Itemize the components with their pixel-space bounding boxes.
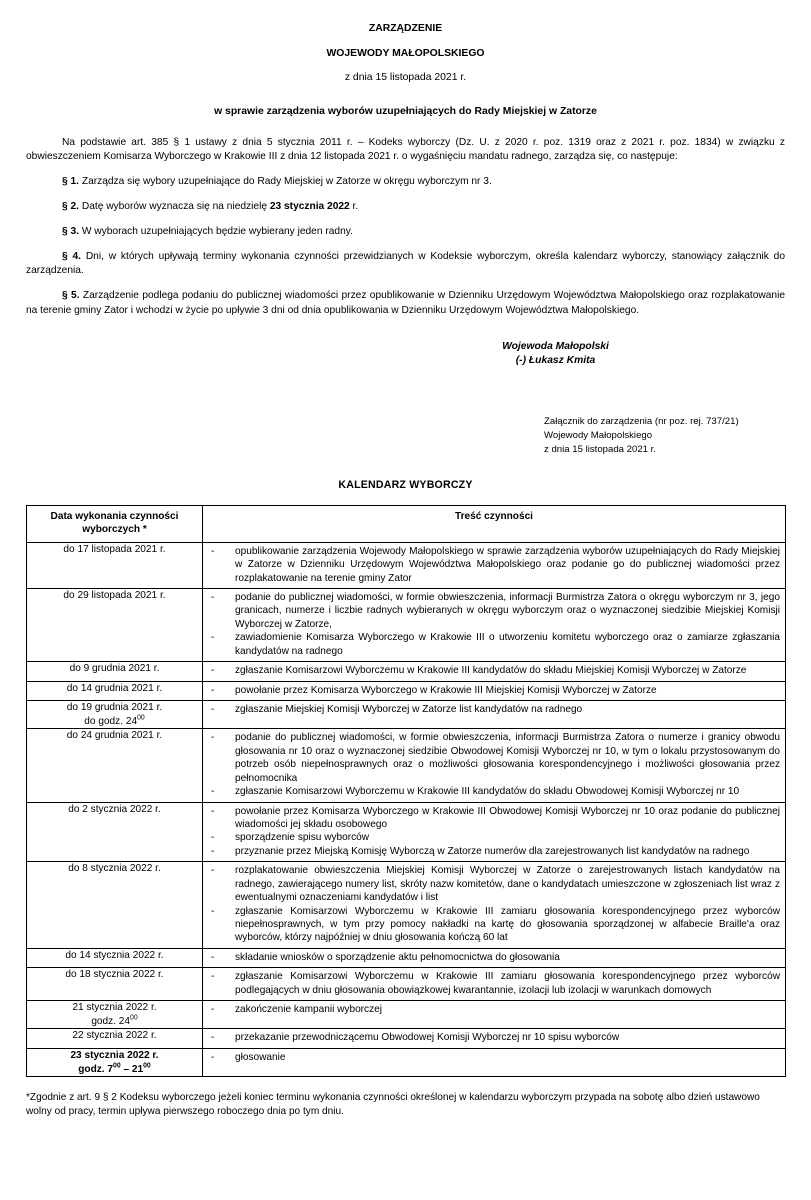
cell-deadline-date: do 24 grudnia 2021 r.: [27, 729, 203, 802]
table-row: [27, 542, 786, 588]
cell-activity-description: [203, 1048, 786, 1076]
list-item: [203, 951, 780, 964]
activity-text: zawiadomienie Komisarza Wyborczego w Krakowie III o utworzeniu komitetu wyborczego oraz o zamiarze zgłaszania kandydatów na radnego: [235, 632, 780, 657]
list-item: [203, 631, 780, 658]
activity-list: [203, 803, 785, 862]
bullet-dash-icon: -: [211, 732, 215, 744]
cell-deadline-date: do 19 grudnia 2021 r. do godz. $24^{00}$: [27, 701, 203, 729]
list-item: [203, 1031, 780, 1044]
activity-list: [203, 589, 785, 661]
table-row: [27, 1048, 786, 1076]
table-row: [27, 729, 786, 802]
section-1-marker: § 1.: [62, 176, 79, 188]
activity-text: zgłaszanie Miejskiej Komisji Wyborczej w Zatorze list kandydatów na radnego: [235, 704, 583, 716]
bullet-dash-icon: -: [211, 845, 215, 857]
section-2: [26, 200, 785, 214]
list-item: [203, 684, 780, 697]
calendar-title: KALENDARZ WYBORCZY: [338, 478, 473, 491]
cell-deadline-date: 22 stycznia 2022 r.: [27, 1029, 203, 1048]
section-4-text: Dni, w których upływają terminy wykonania czynności przewidzianych w Kodeksie wyborczym, określa kalendarz wyborczy, stanowiący załącznik do zarządzenia.: [26, 251, 785, 277]
list-item: [203, 831, 780, 844]
table-body: [27, 542, 786, 1077]
bullet-dash-icon: -: [211, 1051, 215, 1063]
cell-deadline-date: do 8 stycznia 2022 r.: [27, 862, 203, 949]
section-1: [26, 175, 785, 189]
cell-activity-description: [203, 681, 786, 700]
table-row: [27, 701, 786, 729]
bullet-dash-icon: -: [211, 1004, 215, 1016]
activity-text: zakończenie kampanii wyborczej: [235, 1004, 382, 1016]
activity-list: [203, 1001, 785, 1019]
cell-activity-description: [203, 729, 786, 802]
cell-activity-description: [203, 802, 786, 862]
list-item: [203, 970, 780, 997]
cell-activity-description: [203, 662, 786, 681]
section-3: [26, 225, 785, 239]
list-item: [203, 731, 780, 785]
list-item: [203, 703, 780, 716]
activity-text: powołanie przez Komisarza Wyborczego w Krakowie III Miejskiej Komisji Wyborczej w Zatorze: [235, 684, 657, 696]
cell-deadline-date: do 14 stycznia 2022 r.: [27, 948, 203, 967]
section-5-marker: § 5.: [62, 290, 80, 302]
issue-date: z dnia 15 listopada 2021 r.: [344, 72, 467, 84]
signature-title: Wojewoda Małopolski: [502, 340, 609, 352]
table-row: [27, 589, 786, 662]
list-item: [203, 905, 780, 945]
column-header-content: Treść czynności: [203, 505, 786, 542]
section-1-text: Zarządza się wybory uzupełniające do Rady Miejskiej w Zatorze w okręgu wyborczym nr 3.: [81, 176, 492, 188]
section-2-election-date: 23 stycznia 2022: [269, 201, 350, 213]
section-2-marker: § 2.: [62, 201, 79, 213]
activity-list: [203, 862, 785, 948]
table-row: [27, 862, 786, 949]
list-item: [203, 545, 780, 585]
bullet-dash-icon: -: [211, 971, 215, 983]
attachment-ref-line-2: Wojewody Małopolskiego: [544, 429, 653, 441]
activity-list: [203, 701, 785, 719]
bullet-dash-icon: -: [211, 704, 215, 716]
activity-list: [203, 949, 785, 967]
bullet-dash-icon: -: [211, 592, 215, 604]
table-row: [27, 662, 786, 681]
bullet-dash-icon: -: [211, 1032, 215, 1044]
bullet-dash-icon: -: [211, 951, 215, 963]
section-2-text-before: Datę wyborów wyznacza się na niedzielę: [81, 201, 270, 213]
list-item: [203, 1051, 780, 1064]
activity-text: przyznanie przez Miejską Komisję Wyborczą w Zatorze numerów dla zarejestrowanych list kandydatów na radnego: [235, 845, 750, 857]
section-2-text-after: r.: [349, 201, 359, 213]
signature-name: (-) Łukasz Kmita: [515, 355, 596, 367]
bullet-dash-icon: -: [211, 832, 215, 844]
activity-list: [203, 682, 785, 700]
cell-deadline-date: do 9 grudnia 2021 r.: [27, 662, 203, 681]
section-5: [26, 289, 785, 317]
bullet-dash-icon: -: [211, 805, 215, 817]
cell-activity-description: [203, 862, 786, 949]
cell-activity-description: [203, 968, 786, 1001]
activity-text: zgłaszanie Komisarzowi Wyborczemu w Krakowie III kandydatów do składu Obwodowej Komisji Wyborczej nr 10: [235, 786, 740, 798]
activity-text: podanie do publicznej wiadomości, w formie obwieszczenia, informacji Burmistrza Zatora o numerze i granicy obwodu głosowania nr 10 oraz o wyznaczonej siedzibie Obwodowej Komisji Wyborczej nr 10, w tym o lokalu przystosowanym do potrzeb osób niepełnosprawnych oraz o możliwości głosowania korespondencyjnego i możliwości głosowania przez pełnomocnika: [235, 732, 780, 784]
cell-activity-description: [203, 589, 786, 662]
table-row: [27, 968, 786, 1001]
table-row: [27, 948, 786, 967]
cell-activity-description: [203, 1029, 786, 1048]
table-row: [27, 681, 786, 700]
list-item: [203, 845, 780, 858]
activity-list: [203, 1029, 785, 1047]
cell-deadline-date: do 29 listopada 2021 r.: [27, 589, 203, 662]
cell-activity-description: [203, 1001, 786, 1029]
bullet-dash-icon: -: [211, 865, 215, 877]
cell-deadline-date: do 2 stycznia 2022 r.: [27, 802, 203, 862]
cell-deadline-date: do 14 grudnia 2021 r.: [27, 681, 203, 700]
attachment-reference: [26, 415, 785, 457]
activity-text: opublikowanie zarządzenia Wojewody Małopolskiego w sprawie zarządzenia wyborów uzupełniających do Rady Miejskiej w Zatorze w Dzienniku Urzędowym Województwa Małopolskiego oraz podanie go do publicznej wiadomości przez rozplakatowanie na terenie gminy Zator: [235, 545, 780, 584]
signature-block: [26, 340, 785, 369]
cell-activity-description: [203, 701, 786, 729]
section-5-text: Zarządzenie podlega podaniu do publicznej wiadomości przez opublikowanie w Dzienniku Urzędowym Województwa Małopolskiego oraz rozplakatowanie na terenie gminy Zator i wchodzi w życie po upływie 3 dni od dnia opublikowania w Dzienniku Urzędowym Województwa Małopolskiego.: [26, 290, 785, 316]
section-4: [26, 250, 785, 278]
bullet-dash-icon: -: [211, 684, 215, 696]
table-row: [27, 802, 786, 862]
activity-list: [203, 1049, 785, 1067]
section-3-text: W wyborach uzupełniających będzie wybierany jeden radny.: [81, 226, 353, 238]
issuing-authority: WOJEWODY MAŁOPOLSKIEGO: [326, 47, 485, 59]
cell-deadline-date: 23 stycznia 2022 r. godz. $7^{00} - 21^{00}$: [27, 1048, 203, 1076]
section-4-marker: § 4.: [62, 251, 81, 263]
activity-text: zgłaszanie Komisarzowi Wyborczemu w Krakowie III kandydatów do składu Miejskiej Komisji Wyborczej w Zatorze: [235, 665, 747, 677]
activity-text: podanie do publicznej wiadomości, w formie obwieszczenia, informacji Burmistrza Zatora o okręgu wyborczym nr 3, jego granicach, numerze i liczbie radnych wybieranych w okręgu wyborczym oraz o wyznaczonej siedzibie Miejskiej Komisji Wyborczej w Zatorze,: [235, 592, 780, 630]
activity-list: [203, 968, 785, 1000]
preamble-paragraph: Na podstawie art. 385 § 1 ustawy z dnia 5 stycznia 2011 r. – Kodeks wyborczy (Dz. U. z 2020 r. poz. 1319 oraz z 2021 r. poz. 1834) w związku z obwieszczeniem Komisarza Wyborczego w Krakowie III z dnia 12 listopada 2021 r. o wygaśnięciu mandatu radnego, zarządza się, co następuje:: [26, 136, 785, 163]
table-row: [27, 1001, 786, 1029]
list-item: [203, 785, 780, 798]
activity-list: [203, 729, 785, 801]
list-item: [203, 1003, 780, 1016]
page-title: ZARZĄDZENIE: [368, 23, 443, 34]
bullet-dash-icon: -: [211, 632, 215, 644]
attachment-ref-line-1: Załącznik do zarządzenia (nr poz. rej. 737/21): [544, 415, 739, 427]
activity-text: składanie wniosków o sporządzenie aktu pełnomocnictwa do głosowania: [235, 951, 560, 963]
cell-deadline-date: do 17 listopada 2021 r.: [27, 542, 203, 588]
activity-text: zgłaszanie Komisarzowi Wyborczemu w Krakowie III zamiaru głosowania korespondencyjnego przez wyborców niepełnosprawnych, w tym przy pomocy nakładki na kartę do głosowania sporządzonej w alfabecie Braille'a oraz wyborców, którzy najpóźniej w dniu głosowania kończą 60 lat: [235, 905, 780, 944]
bullet-dash-icon: -: [211, 545, 215, 557]
footnote: *Zgodnie z art. 9 § 2 Kodeksu wyborczego jeżeli koniec terminu wykonania czynności określonej w kalendarzu wyborczym przypada na sobotę albo dzień ustawowo wolny od pracy, termin upływa pierwszego roboczego dnia po tym dniu.: [26, 1092, 760, 1118]
cell-activity-description: [203, 948, 786, 967]
activity-text: powołanie przez Komisarza Wyborczego w Krakowie III Obwodowej Komisji Wyborczej nr 10 oraz podanie do publicznej wiadomości jej składu osobowego: [235, 805, 780, 830]
cell-deadline-date: do 18 stycznia 2022 r.: [27, 968, 203, 1001]
table-row: [27, 1029, 786, 1048]
list-item: [203, 864, 780, 904]
table-header: [27, 505, 786, 542]
table-header-row: [27, 505, 786, 542]
cell-deadline-date: 21 stycznia 2022 r. godz. $24^{00}$: [27, 1001, 203, 1029]
activity-text: głosowanie: [235, 1051, 286, 1063]
bullet-dash-icon: -: [211, 786, 215, 798]
activity-text: rozplakatowanie obwieszczenia Miejskiej Komisji Wyborczej w Zatorze o zarejestrowanych listach kandydatów na radnego, zawierającego numery list, skróty nazw komitetów, dane o kandydatach umieszczone w zgłoszeniach list wraz z ewentualnymi oznaczeniami kandydatów i list: [235, 865, 780, 904]
activity-text: zgłaszanie Komisarzowi Wyborczemu w Krakowie III zamiaru głosowania korespondencyjnego przez wyborców podlegających w dniu głosowania obowiązkowej kwarantannie, izolacji lub izolacji w warunkach domowych: [235, 971, 780, 996]
section-3-marker: § 3.: [62, 226, 79, 238]
document-body: [26, 136, 785, 318]
list-item: [203, 664, 780, 677]
activity-text: sporządzenie spisu wyborców: [235, 832, 370, 844]
list-item: [203, 805, 780, 832]
electoral-calendar-table: [26, 505, 786, 1078]
activity-text: przekazanie przewodniczącemu Obwodowej Komisji Wyborczej nr 10 spisu wyborców: [235, 1032, 620, 1044]
document-subject: w sprawie zarządzenia wyborów uzupełniających do Rady Miejskiej w Zatorze: [214, 106, 597, 118]
bullet-dash-icon: -: [211, 665, 215, 677]
cell-activity-description: [203, 542, 786, 588]
document-heading: [26, 22, 785, 119]
column-header-date: Data wykonania czynności wyborczych *: [27, 505, 203, 542]
activity-list: [203, 662, 785, 680]
attachment-ref-line-3: z dnia 15 listopada 2021 r.: [544, 443, 657, 455]
bullet-dash-icon: -: [211, 905, 215, 917]
list-item: [203, 591, 780, 631]
activity-list: [203, 543, 785, 588]
